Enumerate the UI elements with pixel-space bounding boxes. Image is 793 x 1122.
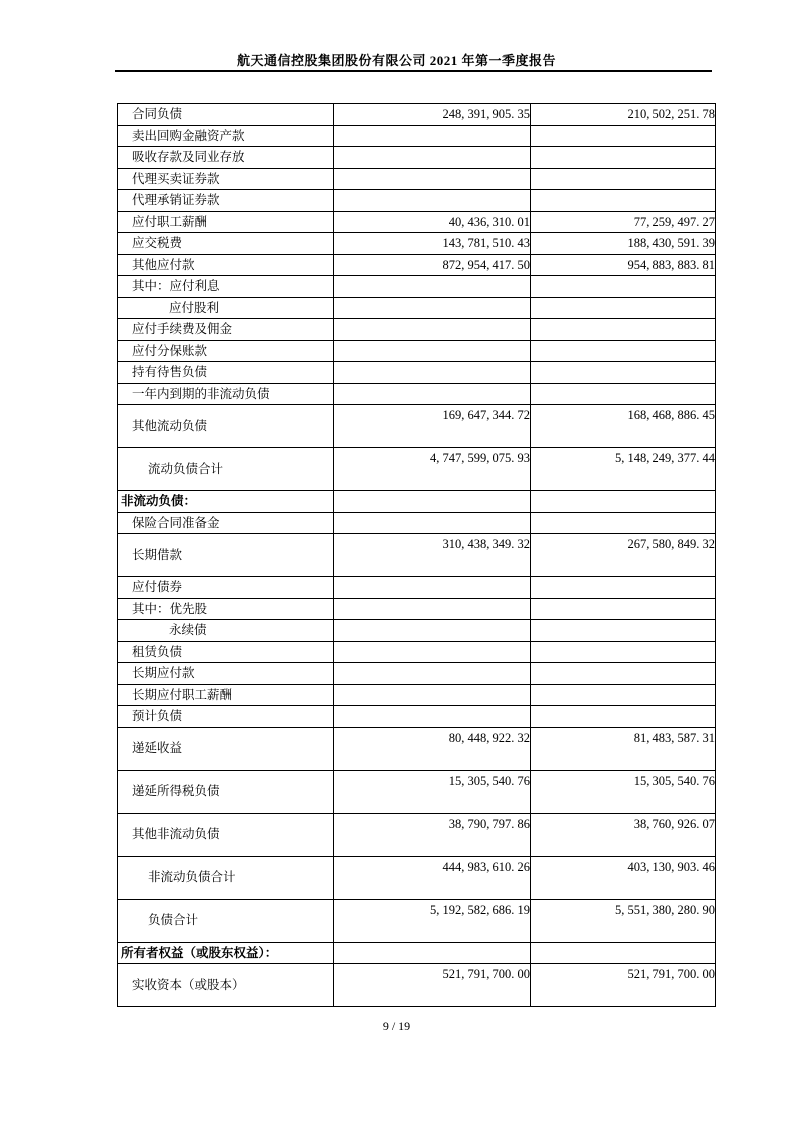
row-label: 合同负债 (118, 104, 334, 126)
row-label: 应付分保账款 (118, 340, 334, 362)
row-value-prior (531, 620, 716, 642)
row-value-prior (531, 706, 716, 728)
row-value-current: 872, 954, 417. 50 (334, 254, 531, 276)
table-row (118, 727, 716, 770)
row-value-prior (531, 362, 716, 384)
row-label: 实收资本（或股本） (118, 964, 334, 1007)
row-value-current (334, 663, 531, 685)
row-value-current (334, 125, 531, 147)
row-value-current (334, 641, 531, 663)
row-value-prior (531, 297, 716, 319)
row-label: 其他非流动负债 (118, 813, 334, 856)
table-row (118, 104, 716, 126)
row-label: 应付职工薪酬 (118, 211, 334, 233)
table-row (118, 899, 716, 942)
row-value-prior (531, 942, 716, 964)
table-row (118, 684, 716, 706)
row-value-prior (531, 190, 716, 212)
row-value-current: 310, 438, 349. 32 (334, 534, 531, 577)
row-label: 所有者权益（或股东权益）： (118, 942, 334, 964)
row-value-prior (531, 577, 716, 599)
table-row (118, 964, 716, 1007)
row-value-current (334, 168, 531, 190)
row-value-current: 169, 647, 344. 72 (334, 405, 531, 448)
table-row (118, 276, 716, 298)
row-label: 代理买卖证券款 (118, 168, 334, 190)
row-value-current (334, 383, 531, 405)
row-value-current: 15, 305, 540. 76 (334, 770, 531, 813)
row-value-prior (531, 147, 716, 169)
row-label: 一年内到期的非流动负债 (118, 383, 334, 405)
row-value-prior: 15, 305, 540. 76 (531, 770, 716, 813)
row-value-current: 4, 747, 599, 075. 93 (334, 448, 531, 491)
table-row (118, 491, 716, 513)
table-row (118, 340, 716, 362)
row-label: 长期应付职工薪酬 (118, 684, 334, 706)
table-row (118, 706, 716, 728)
table-row (118, 620, 716, 642)
row-value-current: 444, 983, 610. 26 (334, 856, 531, 899)
row-value-current: 248, 391, 905. 35 (334, 104, 531, 126)
row-label: 应交税费 (118, 233, 334, 255)
row-value-prior (531, 340, 716, 362)
row-value-prior (531, 512, 716, 534)
row-value-current (334, 491, 531, 513)
row-value-current: 40, 436, 310. 01 (334, 211, 531, 233)
row-value-prior: 954, 883, 883. 81 (531, 254, 716, 276)
row-value-prior: 267, 580, 849. 32 (531, 534, 716, 577)
row-label: 长期应付款 (118, 663, 334, 685)
table-row (118, 856, 716, 899)
page-title: 航天通信控股集团股份有限公司 2021 年第一季度报告 (236, 53, 556, 68)
table-row (118, 577, 716, 599)
row-value-prior (531, 663, 716, 685)
row-value-current (334, 942, 531, 964)
table-row (118, 405, 716, 448)
table-row (118, 125, 716, 147)
table-row (118, 942, 716, 964)
row-value-prior (531, 319, 716, 341)
table-row (118, 598, 716, 620)
row-label: 非流动负债合计 (118, 856, 334, 899)
row-label: 递延收益 (118, 727, 334, 770)
row-value-prior: 168, 468, 886. 45 (531, 405, 716, 448)
row-label: 应付债券 (118, 577, 334, 599)
row-value-prior: 81, 483, 587. 31 (531, 727, 716, 770)
table-row (118, 383, 716, 405)
row-value-prior (531, 684, 716, 706)
table-row (118, 211, 716, 233)
table-row (118, 190, 716, 212)
row-label: 其中：应付利息 (118, 276, 334, 298)
table-row (118, 813, 716, 856)
row-value-prior (531, 641, 716, 663)
row-value-prior: 5, 148, 249, 377. 44 (531, 448, 716, 491)
row-label: 保险合同准备金 (118, 512, 334, 534)
row-value-current: 143, 781, 510. 43 (334, 233, 531, 255)
row-label: 应付股利 (118, 297, 334, 319)
row-value-current (334, 190, 531, 212)
table-row (118, 512, 716, 534)
row-value-current (334, 598, 531, 620)
row-value-current (334, 706, 531, 728)
table-row (118, 770, 716, 813)
header-rule (115, 70, 712, 72)
row-label: 其他流动负债 (118, 405, 334, 448)
table-row (118, 534, 716, 577)
row-label: 卖出回购金融资产款 (118, 125, 334, 147)
row-value-current (334, 147, 531, 169)
table-row (118, 233, 716, 255)
row-value-current (334, 340, 531, 362)
row-value-current (334, 297, 531, 319)
table-row (118, 448, 716, 491)
row-value-prior (531, 276, 716, 298)
row-value-prior (531, 383, 716, 405)
balance-sheet-table (117, 103, 716, 1007)
row-value-prior: 38, 760, 926. 07 (531, 813, 716, 856)
table-row (118, 362, 716, 384)
row-value-prior (531, 598, 716, 620)
table-row (118, 663, 716, 685)
row-label: 非流动负债： (118, 491, 334, 513)
row-value-current (334, 362, 531, 384)
row-value-current: 80, 448, 922. 32 (334, 727, 531, 770)
row-value-prior: 77, 259, 497. 27 (531, 211, 716, 233)
row-label: 递延所得税负债 (118, 770, 334, 813)
row-label: 应付手续费及佣金 (118, 319, 334, 341)
row-value-current (334, 684, 531, 706)
row-label: 流动负债合计 (118, 448, 334, 491)
row-value-prior: 210, 502, 251. 78 (531, 104, 716, 126)
row-value-prior (531, 125, 716, 147)
table-row (118, 147, 716, 169)
row-value-current (334, 276, 531, 298)
row-value-current (334, 512, 531, 534)
row-value-current (334, 319, 531, 341)
row-value-prior: 5, 551, 380, 280. 90 (531, 899, 716, 942)
row-value-current (334, 577, 531, 599)
row-value-prior: 521, 791, 700. 00 (531, 964, 716, 1007)
row-label: 其他应付款 (118, 254, 334, 276)
row-value-current: 521, 791, 700. 00 (334, 964, 531, 1007)
row-value-prior (531, 491, 716, 513)
row-value-current (334, 620, 531, 642)
row-label: 长期借款 (118, 534, 334, 577)
row-label: 租赁负债 (118, 641, 334, 663)
table-row (118, 319, 716, 341)
row-value-prior (531, 168, 716, 190)
table-row (118, 254, 716, 276)
table-row (118, 168, 716, 190)
row-value-prior: 188, 430, 591. 39 (531, 233, 716, 255)
row-label: 预计负债 (118, 706, 334, 728)
row-label: 永续债 (118, 620, 334, 642)
page-number: 9 / 19 (382, 1019, 411, 1033)
row-label: 负债合计 (118, 899, 334, 942)
row-value-current: 38, 790, 797. 86 (334, 813, 531, 856)
row-label: 代理承销证券款 (118, 190, 334, 212)
row-value-prior: 403, 130, 903. 46 (531, 856, 716, 899)
row-label: 吸收存款及同业存放 (118, 147, 334, 169)
row-label: 持有待售负债 (118, 362, 334, 384)
table-row (118, 641, 716, 663)
row-value-current: 5, 192, 582, 686. 19 (334, 899, 531, 942)
row-label: 其中：优先股 (118, 598, 334, 620)
table-row (118, 297, 716, 319)
